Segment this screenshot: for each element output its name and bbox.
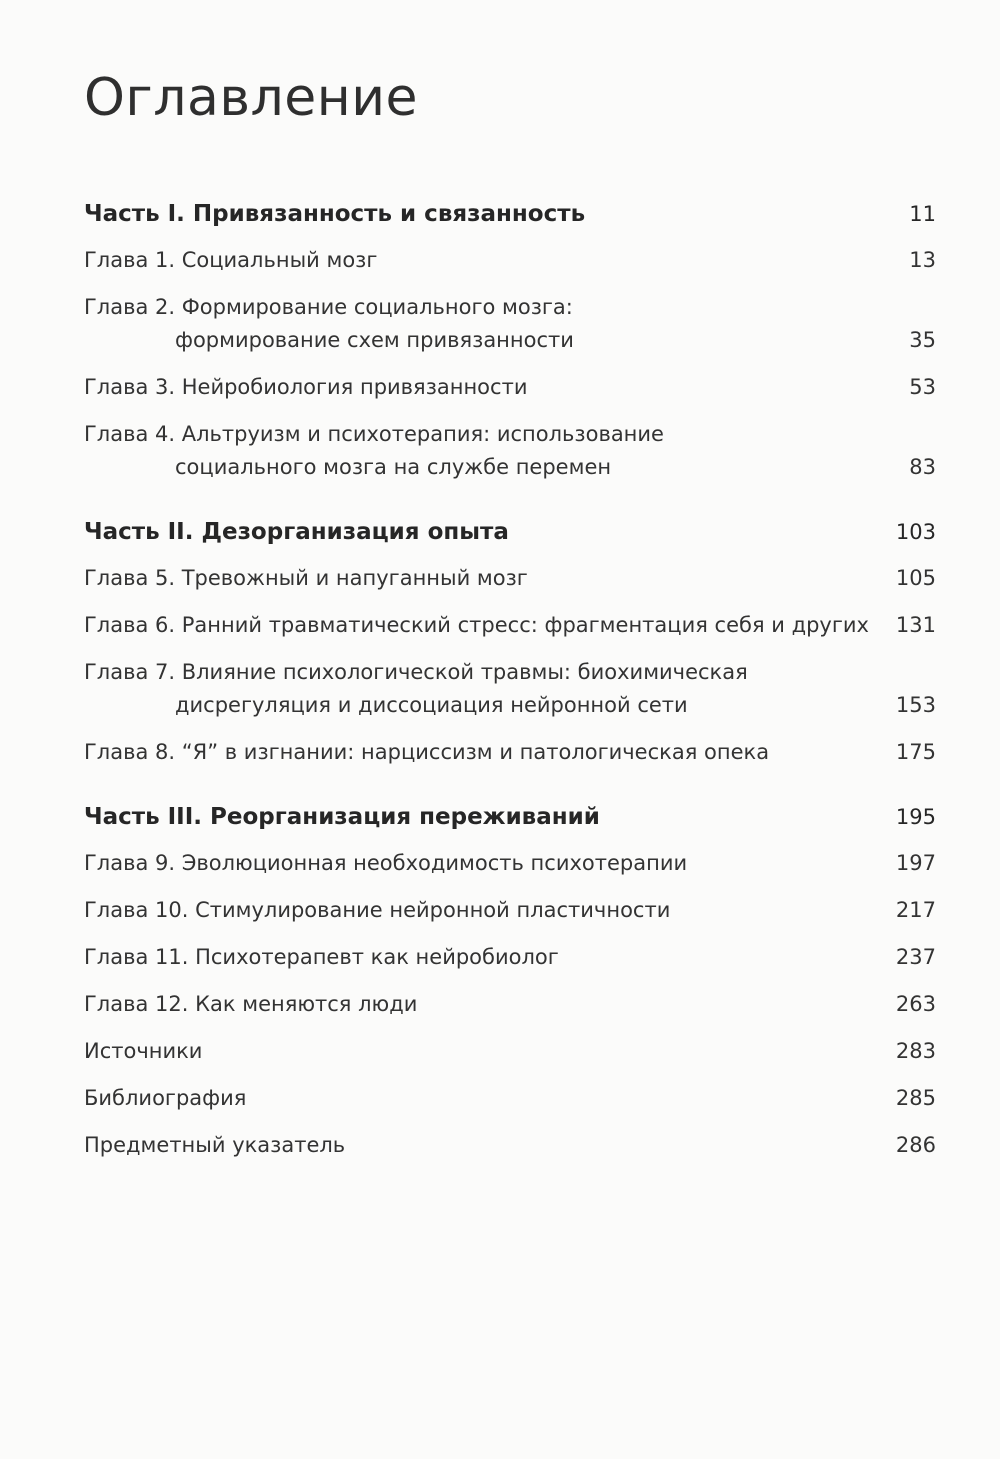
toc-chapter-8[interactable]	[84, 736, 936, 769]
chapter-title: Глава 12. Как меняются люди	[84, 992, 418, 1016]
page-number: 283	[895, 1039, 936, 1063]
chapter-title: Глава 6. Ранний травматический стресс: фрагментация себя и других	[84, 613, 869, 637]
toc-part-2[interactable]	[84, 514, 936, 550]
page-number: 13	[909, 248, 936, 272]
chapter-title: Глава 10. Стимулирование нейронной пластичности	[84, 898, 671, 922]
toc-part-1[interactable]	[84, 196, 936, 232]
toc-bibliography[interactable]	[84, 1082, 936, 1115]
part-title: Часть III. Реорганизация переживаний	[84, 804, 600, 830]
page-number: 83	[909, 455, 936, 479]
chapter-title: Глава 11. Психотерапевт как нейробиолог	[84, 945, 559, 969]
toc-chapter-4[interactable]	[84, 418, 936, 484]
chapter-title: Библиография	[84, 1086, 247, 1110]
toc-chapter-5[interactable]	[84, 562, 936, 595]
page-number: 35	[909, 328, 936, 352]
chapter-title-continuation: социального мозга на службе перемен	[175, 455, 612, 479]
toc-chapter-9[interactable]	[84, 847, 936, 880]
chapter-title-continuation: дисрегуляция и диссоциация нейронной сети	[175, 693, 688, 717]
toc-subject-index[interactable]	[84, 1129, 936, 1162]
page-title: Оглавление	[84, 68, 419, 128]
chapter-title: Предметный указатель	[84, 1133, 346, 1157]
chapter-title: Глава 3. Нейробиология привязанности	[84, 375, 528, 399]
chapter-title: Глава 2. Формирование социального мозга:	[84, 295, 573, 319]
page-number: 237	[895, 945, 936, 969]
page-number: 153	[895, 693, 936, 717]
page-number: 217	[895, 898, 936, 922]
chapter-title-continuation: формирование схем привязанности	[175, 328, 574, 352]
toc-chapter-12[interactable]	[84, 988, 936, 1021]
page-number: 103	[895, 520, 936, 544]
toc-chapter-1[interactable]	[84, 244, 936, 277]
page-number: 175	[895, 740, 936, 764]
toc-chapter-2[interactable]	[84, 291, 936, 357]
page-number: 131	[895, 613, 936, 637]
toc-part-3[interactable]	[84, 799, 936, 835]
toc-sources[interactable]	[84, 1035, 936, 1068]
chapter-title: Глава 5. Тревожный и напуганный мозг	[84, 566, 528, 590]
part-title: Часть II. Дезорганизация опыта	[84, 519, 509, 545]
toc-chapter-11[interactable]	[84, 941, 936, 974]
chapter-title: Глава 9. Эволюционная необходимость психотерапии	[84, 851, 688, 875]
page-number: 197	[895, 851, 936, 875]
chapter-title: Глава 8. “Я” в изгнании: нарциссизм и патологическая опека	[84, 740, 770, 764]
chapter-title: Глава 7. Влияние психологической травмы: биохимическая	[84, 660, 748, 684]
toc-chapter-3[interactable]	[84, 371, 936, 404]
page-number: 263	[895, 992, 936, 1016]
chapter-title: Глава 4. Альтруизм и психотерапия: использование	[84, 422, 664, 446]
toc-chapter-10[interactable]	[84, 894, 936, 927]
toc-chapter-7[interactable]	[84, 656, 936, 722]
page-number: 105	[895, 566, 936, 590]
toc-chapter-6[interactable]	[84, 609, 936, 642]
page-number: 285	[895, 1086, 936, 1110]
table-of-contents	[84, 196, 936, 1162]
page-number: 53	[909, 375, 936, 399]
page-number: 195	[895, 805, 936, 829]
page-number: 286	[895, 1133, 936, 1157]
chapter-title: Глава 1. Социальный мозг	[84, 248, 378, 272]
page-number: 11	[909, 202, 936, 226]
part-title: Часть I. Привязанность и связанность	[84, 201, 586, 227]
chapter-title: Источники	[84, 1039, 203, 1063]
